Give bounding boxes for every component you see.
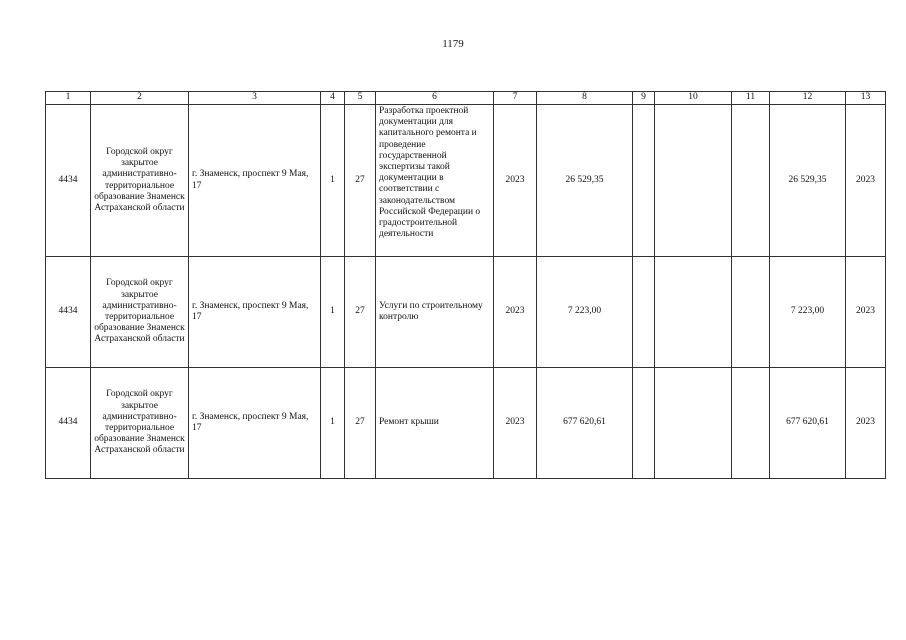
cell-municipality: Городской округ закрытое административно-территориальное образование Знаменск Астраханской области (91, 257, 189, 368)
cell-col9 (633, 368, 655, 479)
cell-amount-total: 7 223,00 (770, 257, 846, 368)
column-header: 10 (655, 92, 732, 105)
page-number: 1179 (442, 38, 464, 50)
cell-work-description: Разработка проектной документации для капитального ремонта и проведение государственной экспертизы такой документации в соответствии с законодательством Российской Федерации о градостроительной деятельности (376, 105, 494, 257)
cell-col10 (655, 368, 732, 479)
cell-code: 4434 (46, 368, 91, 479)
cell-col11 (732, 105, 770, 257)
cell-col11 (732, 368, 770, 479)
column-header: 12 (770, 92, 846, 105)
cell-work-description: Услуги по строительному контролю (376, 257, 494, 368)
column-header: 6 (376, 92, 494, 105)
column-header: 7 (494, 92, 537, 105)
column-header: 2 (91, 92, 189, 105)
cell-amount: 677 620,61 (537, 368, 633, 479)
cell-col10 (655, 105, 732, 257)
cell-code: 4434 (46, 105, 91, 257)
table-row (46, 105, 886, 257)
column-header: 1 (46, 92, 91, 105)
column-header: 4 (321, 92, 345, 105)
cell-col9 (633, 257, 655, 368)
cell-year: 2023 (494, 368, 537, 479)
cell-amount-total: 26 529,35 (770, 105, 846, 257)
cell-end-year: 2023 (846, 105, 886, 257)
cell-amount: 26 529,35 (537, 105, 633, 257)
cell-col9 (633, 105, 655, 257)
table-row (46, 368, 886, 479)
column-header: 13 (846, 92, 886, 105)
column-header: 3 (189, 92, 321, 105)
cell-municipality: Городской округ закрытое административно-территориальное образование Знаменск Астраханской области (91, 368, 189, 479)
cell-end-year: 2023 (846, 257, 886, 368)
cell-col4: 1 (321, 257, 345, 368)
cell-col4: 1 (321, 105, 345, 257)
cell-col5: 27 (345, 368, 376, 479)
table-row (46, 257, 886, 368)
cell-amount: 7 223,00 (537, 257, 633, 368)
cell-address: г. Знаменск, проспект 9 Мая, 17 (189, 105, 321, 257)
column-header: 5 (345, 92, 376, 105)
cell-col5: 27 (345, 105, 376, 257)
cell-col5: 27 (345, 257, 376, 368)
cell-end-year: 2023 (846, 368, 886, 479)
cell-col4: 1 (321, 368, 345, 479)
cell-address: г. Знаменск, проспект 9 Мая, 17 (189, 368, 321, 479)
cell-col11 (732, 257, 770, 368)
cell-address: г. Знаменск, проспект 9 Мая, 17 (189, 257, 321, 368)
cell-amount-total: 677 620,61 (770, 368, 846, 479)
cell-code: 4434 (46, 257, 91, 368)
column-header: 9 (633, 92, 655, 105)
column-header: 11 (732, 92, 770, 105)
cell-year: 2023 (494, 257, 537, 368)
cell-year: 2023 (494, 105, 537, 257)
cell-municipality: Городской округ закрытое административно-территориальное образование Знаменск Астраханской области (91, 105, 189, 257)
column-number-row (46, 92, 886, 105)
cell-work-description: Ремонт крыши (376, 368, 494, 479)
column-header: 8 (537, 92, 633, 105)
data-table (45, 91, 886, 479)
cell-col10 (655, 257, 732, 368)
